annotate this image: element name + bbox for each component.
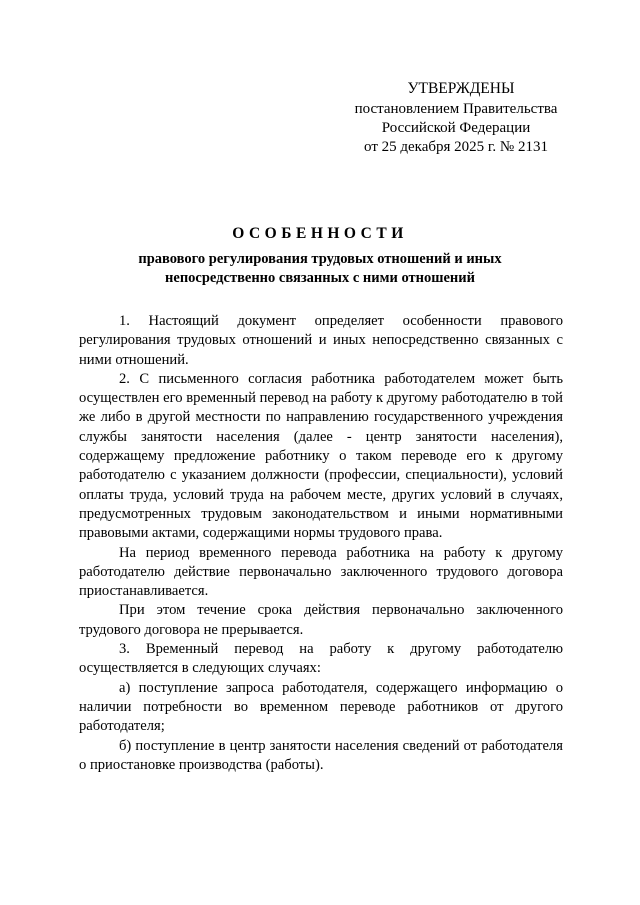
document-subtitle — [110, 250, 530, 288]
approval-line-2: Российской Федерации — [381, 120, 531, 136]
approved-heading: УТВЕРЖДЕНЫ — [407, 80, 515, 97]
subtitle-line-1: правового регулирования трудовых отношений и иных — [138, 251, 502, 267]
paragraph-4: При этом течение срока действия первоначально заключенного трудового договора не прерывается. — [79, 602, 563, 638]
paragraph-3: На период временного перевода работника на работу к другому работодателю действие первоначально заключенного трудового договора приостанавливается. — [79, 544, 563, 600]
approval-block — [340, 79, 572, 157]
paragraph-5: 3. Временный перевод на работу к другому работодателю осуществляется в следующих случаях: — [79, 641, 563, 677]
subtitle-line-2: непосредственно связанных с ними отношений — [165, 270, 475, 286]
paragraph-7: б) поступление в центр занятости населения сведений от работодателя о приостановке производства (работы). — [79, 737, 563, 773]
paragraph-2: 2. С письменного согласия работника работодателем может быть осуществлен его временный перевод на работу к другому работодателю в той же либо в другой местности по направлению государственного учреждения службы занятости населения (далее - центр занятости населения), содержащему предложение работнику о таком переводе его к другому работодателю с указанием должности (профессии, специальности), условий оплаты труда, условий труда на рабочем месте, других условий в случаях, предусмотренных трудовым законодательством и иными нормативными правовыми актами, содержащими нормы трудового права. — [79, 370, 563, 542]
document-body — [79, 312, 563, 775]
approval-line-1: постановлением Правительства — [354, 101, 558, 117]
paragraph-6: а) поступление запроса работодателя, содержащего информацию о наличии потребности во временном переводе работников от другого работодателя; — [79, 679, 563, 735]
document-title: ОСОБЕННОСТИ — [232, 225, 408, 242]
approval-line-3: от 25 декабря 2025 г. № 2131 — [364, 139, 548, 155]
paragraph-1: 1. Настоящий документ определяет особенности правового регулирования трудовых отношений и иных непосредственно связанных с ними отношений. — [79, 313, 563, 368]
